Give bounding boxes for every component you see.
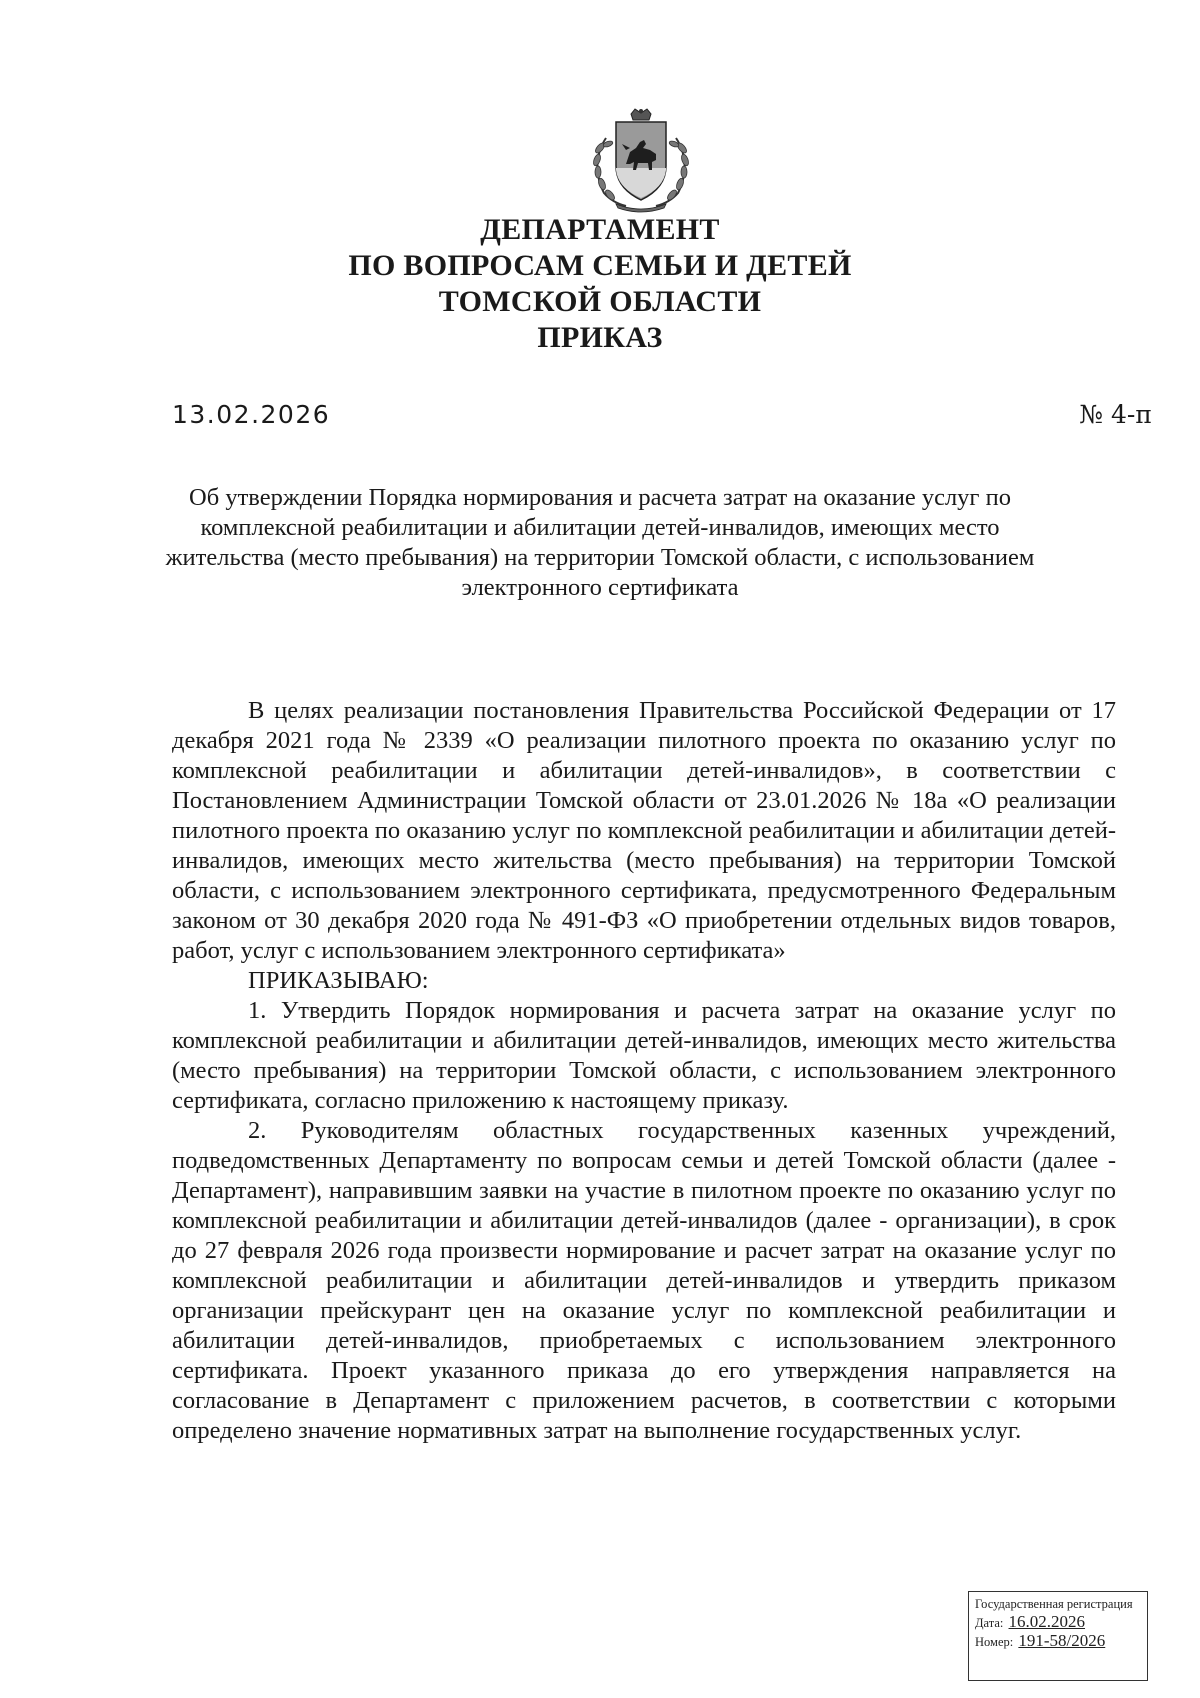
registration-date-label: Дата: [975,1616,1004,1630]
preamble-paragraph: В целях реализации постановления Правительства Российской Федерации от 17 декабря 2021 года № 2339 «О реализации пилотного проекта по оказанию услуг по комплексной реабилитации и абилитации детей-инвалидов», в соответствии с Постановлением Администрации Томской области от 23.01.2026 № 18а «О реализации пилотного проекта по оказанию услуг по комплексной реабилитации и абилитации детей-инвалидов, имеющих место жительства (место пребывания) на территории Томской области, с использованием электронного сертификата, предусмотренного Федеральным законом от 30 декабря 2020 года № 491-ФЗ «О приобретении отдельных видов товаров, работ, услуг с использованием электронного сертификата» [172,697,1116,964]
header-line-family: ПО ВОПРОСАМ СЕМЬИ И ДЕТЕЙ [348,249,852,282]
order-item-1: 1. Утвердить Порядок нормирования и расчета затрат на оказание услуг по комплексной реабилитации и абилитации детей-инвалидов, имеющих место жительства (место пребывания) на территории Томской области, с использованием электронного сертификата, согласно приложению к настоящему приказу. [172,997,1116,1114]
registration-heading: Государственная регистрация [975,1597,1133,1611]
order-item-2: 2. Руководителям областных государственных казенных учреждений, подведомственных Департаменту по вопросам семьи и детей Томской области (далее - Департамент), направившим заявки на участие в пилотном проекте по оказанию услуг по комплексной реабилитации и абилитации детей-инвалидов (далее - организации), в срок до 27 февраля 2026 года произвести нормирование и расчет затрат на оказание услуг по комплексной реабилитации и абилитации детей-инвалидов и утвердить приказом организации прейскурант цен на оказание услуг по комплексной реабилитации и абилитации детей-инвалидов, приобретаемых с использованием электронного сертификата. Проект указанного приказа до его утверждения направляется на согласование в Департамент с приложением расчетов, в соответствии с которыми определено значение нормативных затрат на выполнение государственных услуг. [172,1117,1116,1444]
registration-number-value: 191-58/2026 [1018,1631,1106,1650]
document-body [172,696,1116,1446]
header-line-department: ДЕПАРТАМЕНТ [480,213,720,246]
registration-stamp [968,1591,1148,1681]
document-date: 13.02.2026 [172,400,331,429]
registration-date-value: 16.02.2026 [1008,1612,1086,1631]
header-line-region: ТОМСКОЙ ОБЛАСТИ [438,285,762,318]
registration-number-row [975,1632,1141,1651]
order-heading: ПРИКАЗЫВАЮ: [248,967,429,994]
document-number: № 4-п [1079,400,1152,429]
coat-of-arms-icon [586,108,696,214]
registration-date-row [975,1613,1141,1632]
registration-number-label: Номер: [975,1635,1014,1649]
issuer-header [0,212,1200,356]
document-type: ПРИКАЗ [537,321,663,354]
document-title: Об утверждении Порядка нормирования и расчета затрат на оказание услуг по комплексной реабилитации и абилитации детей-инвалидов, имеющих место жительства (место пребывания) на территории Томской области, с использованием электронного сертификата [165,484,1035,601]
